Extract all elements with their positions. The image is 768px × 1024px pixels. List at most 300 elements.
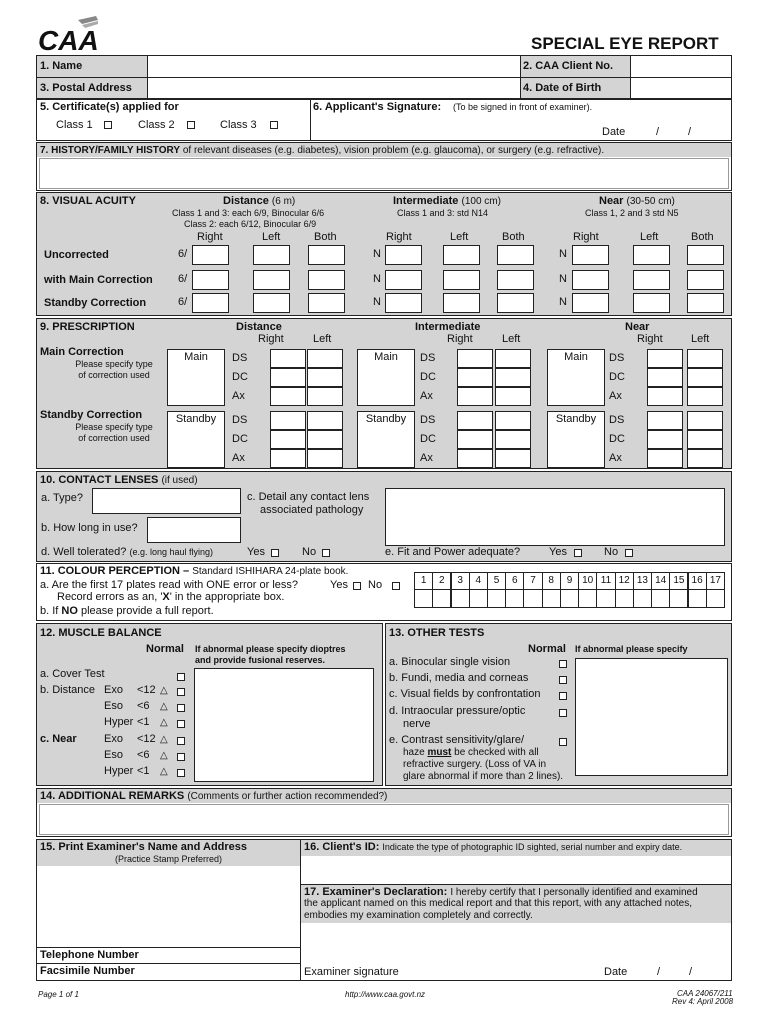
- examiner-name-note: (Practice Stamp Preferred): [114, 854, 223, 864]
- mb-abnormal-note-1: If abnormal please specify dioptres: [195, 644, 346, 654]
- binocular-label: a. Binocular single vision: [389, 656, 511, 668]
- certificate-label: 5. Certificate(s) applied for: [40, 101, 179, 113]
- section-muscle-balance: [36, 623, 383, 786]
- row-uncorrected: Uncorrected: [44, 249, 109, 261]
- section-history: [36, 142, 732, 191]
- contrast-label-3: refractive surgery. (Loss of VA in: [403, 759, 547, 770]
- near-exo-label: Exo: [104, 733, 123, 745]
- acuity-r2-g3-both-field[interactable]: [687, 270, 724, 290]
- visual-acuity-label: 8. VISUAL ACUITY: [40, 195, 136, 207]
- client-id-heading: 16. Client's ID: Indicate the type of photographic ID sighted, serial number and expiry date.: [304, 841, 683, 853]
- examiner-address-field[interactable]: [38, 867, 299, 946]
- rx-main-box-label: Main: [564, 351, 588, 363]
- rx-main-box-label: Main: [184, 351, 208, 363]
- class1-checkbox[interactable]: [104, 121, 112, 129]
- plate-14-error-field[interactable]: [651, 589, 670, 608]
- acuity-r3-g1-both-field[interactable]: [308, 293, 345, 313]
- rx-main-g1-right-field[interactable]: [270, 349, 306, 368]
- acuity-r3-g2-right-field[interactable]: [385, 293, 422, 313]
- acuity-r2-g1-left-field[interactable]: [253, 270, 290, 290]
- rx-col-right: Right: [637, 333, 663, 345]
- acuity-r3-g3-both-field[interactable]: [687, 293, 724, 313]
- rx-col-right: Right: [447, 333, 473, 345]
- rx-main-box-label: Main: [374, 351, 398, 363]
- date-separator: /: [656, 126, 660, 138]
- contrast-checkbox[interactable]: [559, 738, 567, 746]
- rx-standby-g3-right-field[interactable]: [647, 449, 683, 468]
- plate-11-error-field[interactable]: [596, 589, 615, 608]
- distance-heading: Distance (6 m): [223, 195, 296, 207]
- dist-exo-label: Exo: [104, 684, 123, 696]
- rx-row-label: Ax: [232, 452, 245, 464]
- rx-standby-box-label: Standby: [175, 413, 217, 425]
- rx-main-type-field[interactable]: [357, 349, 415, 406]
- rx-main-g3-right-field[interactable]: [647, 349, 683, 368]
- near-eso-value: <6: [137, 749, 150, 761]
- rx-main-g1-right-field[interactable]: [270, 387, 306, 406]
- remarks-field[interactable]: [39, 804, 729, 835]
- acuity-r2-g1-right-field[interactable]: [192, 270, 229, 290]
- lens-pathology-label-1: c. Detail any contact lens: [247, 491, 370, 503]
- name-label: 1. Name: [40, 60, 83, 72]
- acuity-r3-g1-right-field[interactable]: [192, 293, 229, 313]
- acuity-prefix: 6/: [178, 248, 188, 260]
- rx-standby-g3-right-field[interactable]: [647, 411, 683, 430]
- acuity-r3-g3-left-field[interactable]: [633, 293, 670, 313]
- client-id-field[interactable]: [301, 857, 731, 883]
- plate-number: 3: [451, 572, 470, 590]
- plate-number: 16: [688, 572, 707, 590]
- plate-number: 13: [633, 572, 652, 590]
- acuity-r3-g2-both-field[interactable]: [497, 293, 534, 313]
- acuity-prefix: N: [373, 248, 381, 260]
- near-eso-checkbox[interactable]: [177, 753, 185, 761]
- plate-9-error-field[interactable]: [560, 589, 579, 608]
- standby-specify-2: of correction used: [78, 433, 150, 443]
- triangle-icon: △: [160, 717, 168, 728]
- rx-main-g1-left-field[interactable]: [307, 368, 343, 387]
- lens-type-label: a. Type?: [41, 492, 83, 504]
- rx-row-label: Ax: [420, 452, 433, 464]
- signature-field[interactable]: [313, 114, 593, 138]
- cover-test-label: a. Cover Test: [40, 668, 105, 680]
- plate-3-error-field[interactable]: [451, 589, 470, 608]
- rx-main-g3-left-field[interactable]: [687, 368, 723, 387]
- iop-label-2: nerve: [403, 718, 431, 730]
- plate-number: 7: [523, 572, 542, 590]
- rx-col-left: Left: [313, 333, 332, 345]
- rx-main-g2-left-field[interactable]: [495, 387, 531, 406]
- near-hyper-value: <1: [137, 765, 150, 777]
- history-note: of relevant diseases (e.g. diabetes), vision problem (e.g. glaucoma), or surgery (e.g. refractive).: [182, 145, 605, 156]
- rx-intermediate-heading: Intermediate: [415, 321, 481, 333]
- other-tests-label: 13. OTHER TESTS: [389, 627, 485, 639]
- rx-row-label: Ax: [232, 390, 245, 402]
- tolerated-no-label: No: [302, 546, 317, 558]
- rx-standby-box-label: Standby: [555, 413, 597, 425]
- examiner-signature-field[interactable]: [301, 925, 591, 965]
- rx-row-label: DS: [420, 414, 436, 426]
- acuity-r1-g3-right-field[interactable]: [572, 245, 609, 265]
- client-no-field[interactable]: [632, 57, 730, 76]
- rx-near-heading: Near: [625, 321, 650, 333]
- plate-12-error-field[interactable]: [615, 589, 634, 608]
- dist-hyper-checkbox[interactable]: [177, 720, 185, 728]
- rx-main-g3-left-field[interactable]: [687, 349, 723, 368]
- col-left: Left: [262, 231, 281, 243]
- rx-row-label: DC: [609, 371, 625, 383]
- col-right: Right: [573, 231, 599, 243]
- rx-standby-g1-right-field[interactable]: [270, 430, 306, 449]
- rx-row-label: DC: [420, 433, 436, 445]
- acuity-r2-g2-both-field[interactable]: [497, 270, 534, 290]
- history-field[interactable]: [39, 158, 729, 189]
- section-other-tests: [385, 623, 732, 786]
- rx-distance-heading: Distance: [236, 321, 282, 333]
- signature-note: (To be signed in front of examiner).: [453, 102, 593, 112]
- fit-yes-checkbox[interactable]: [574, 549, 582, 557]
- rx-standby-g3-right-field[interactable]: [647, 430, 683, 449]
- triangle-icon: △: [160, 685, 168, 696]
- colour-no-label: No: [368, 579, 383, 591]
- date-separator: /: [688, 126, 692, 138]
- rx-main-g1-left-field[interactable]: [307, 387, 343, 406]
- facsimile-label: Facsimile Number: [40, 965, 135, 977]
- footer-code: CAA 24067/211: [677, 989, 733, 998]
- acuity-r2-g3-right-field[interactable]: [572, 270, 609, 290]
- plate-number: 10: [578, 572, 597, 590]
- colour-no-checkbox[interactable]: [392, 582, 400, 590]
- rx-main-g2-left-field[interactable]: [495, 349, 531, 368]
- muscle-balance-label: 12. MUSCLE BALANCE: [40, 627, 162, 639]
- plate-number: 14: [651, 572, 670, 590]
- dist-exo-checkbox[interactable]: [177, 688, 185, 696]
- acuity-r1-g3-left-field[interactable]: [633, 245, 670, 265]
- rx-standby-g1-right-field[interactable]: [270, 411, 306, 430]
- rx-row-label: Ax: [609, 452, 622, 464]
- fundi-label: b. Fundi, media and corneas: [389, 672, 529, 684]
- section-colour-perception: [36, 563, 732, 621]
- tolerated-no-checkbox[interactable]: [322, 549, 330, 557]
- rx-main-type-field[interactable]: [167, 349, 225, 406]
- acuity-r1-g2-left-field[interactable]: [443, 245, 480, 265]
- acuity-prefix: N: [373, 296, 381, 308]
- svg-text:CAA: CAA: [38, 25, 99, 52]
- fit-no-checkbox[interactable]: [625, 549, 633, 557]
- colour-question-b: b. If NO please provide a full report.: [40, 605, 214, 617]
- rx-standby-g1-right-field[interactable]: [270, 449, 306, 468]
- postal-address-label: 3. Postal Address: [40, 82, 132, 94]
- section-contact-lenses: [36, 471, 732, 562]
- client-no-label: 2. CAA Client No.: [523, 60, 614, 72]
- rx-main-g1-right-field[interactable]: [270, 368, 306, 387]
- rx-col-left: Left: [691, 333, 710, 345]
- rx-standby-g2-right-field[interactable]: [457, 449, 493, 468]
- acuity-prefix: N: [373, 273, 381, 285]
- acuity-r1-g1-left-field[interactable]: [253, 245, 290, 265]
- rx-standby-type-field[interactable]: [547, 411, 605, 468]
- distance-note-1: Class 1 and 3: each 6/9, Binocular 6/6: [172, 208, 325, 218]
- rx-row-label: DS: [232, 414, 248, 426]
- ot-normal-header: Normal: [528, 643, 566, 655]
- page-title: SPECIAL EYE REPORT: [531, 34, 719, 53]
- standby-specify-1: Please specify type: [75, 422, 153, 432]
- rx-standby-g3-left-field[interactable]: [687, 430, 723, 449]
- plate-10-error-field[interactable]: [578, 589, 597, 608]
- rx-row-label: Ax: [420, 390, 433, 402]
- declaration-line-1: 17. Examiner's Declaration: I hereby certify that I personally identified and examined: [304, 886, 698, 898]
- dob-field[interactable]: [632, 79, 730, 97]
- section-certificate-signature: [36, 99, 732, 141]
- plate-number: 1: [414, 572, 433, 590]
- rx-standby-box-label: Standby: [365, 413, 407, 425]
- mb-abnormal-note-2: and provide fusional reserves.: [195, 655, 326, 665]
- rx-row-label: DS: [420, 352, 436, 364]
- rx-standby-g1-left-field[interactable]: [307, 430, 343, 449]
- col-both: Both: [314, 231, 337, 243]
- col-left: Left: [640, 231, 659, 243]
- examiner-date-label: Date: [604, 966, 628, 978]
- rx-row-label: Ax: [609, 390, 622, 402]
- rx-row-label: DC: [232, 371, 248, 383]
- rx-main-g2-right-field[interactable]: [457, 387, 493, 406]
- cover-test-checkbox[interactable]: [177, 673, 185, 681]
- rx-main-type-field[interactable]: [547, 349, 605, 406]
- rx-row-label: DC: [609, 433, 625, 445]
- rx-standby-g2-left-field[interactable]: [495, 449, 531, 468]
- plate-number: 17: [706, 572, 725, 590]
- ishihara-plates-grid: [414, 572, 724, 608]
- rx-standby-g3-left-field[interactable]: [687, 449, 723, 468]
- acuity-prefix: N: [559, 296, 567, 308]
- rx-col-left: Left: [502, 333, 521, 345]
- rx-main-g3-left-field[interactable]: [687, 387, 723, 406]
- near-eso-label: Eso: [104, 749, 123, 761]
- class2-checkbox[interactable]: [187, 121, 195, 129]
- plate-8-error-field[interactable]: [542, 589, 561, 608]
- acuity-r2-g1-both-field[interactable]: [308, 270, 345, 290]
- mb-normal-header: Normal: [146, 643, 184, 655]
- footer-url[interactable]: http://www.caa.govt.nz: [345, 990, 426, 999]
- acuity-r2-g2-right-field[interactable]: [385, 270, 422, 290]
- plate-number: 9: [560, 572, 579, 590]
- standby-correction-label: Standby Correction: [40, 409, 143, 421]
- main-specify-1: Please specify type: [75, 359, 153, 369]
- near-exo-value: <12: [137, 733, 156, 745]
- history-label: 7. HISTORY/FAMILY HISTORY: [40, 145, 181, 156]
- rx-standby-g2-right-field[interactable]: [457, 411, 493, 430]
- acuity-r1-g2-right-field[interactable]: [385, 245, 422, 265]
- plate-16-error-field[interactable]: [688, 589, 707, 608]
- plate-number: 5: [487, 572, 506, 590]
- contrast-label-4: glare abnormal if more than 2 lines).: [403, 771, 564, 782]
- postal-address-field[interactable]: [149, 79, 518, 97]
- section-prescription: [36, 318, 732, 469]
- iop-checkbox[interactable]: [559, 709, 567, 717]
- acuity-prefix: 6/: [178, 273, 188, 285]
- intermediate-heading: Intermediate (100 cm): [393, 195, 501, 207]
- well-tolerated-label: d. Well tolerated? (e.g. long haul flying): [41, 546, 214, 558]
- near-exo-checkbox[interactable]: [177, 737, 185, 745]
- acuity-prefix: 6/: [178, 296, 188, 308]
- acuity-r3-g1-left-field[interactable]: [253, 293, 290, 313]
- col-both: Both: [502, 231, 525, 243]
- rx-main-g2-right-field[interactable]: [457, 368, 493, 387]
- colour-yes-label: Yes: [330, 579, 348, 591]
- lens-duration-field[interactable]: [147, 517, 241, 543]
- section-visual-acuity: [36, 192, 732, 316]
- rx-main-g1-left-field[interactable]: [307, 349, 343, 368]
- rx-standby-g1-left-field[interactable]: [307, 449, 343, 468]
- acuity-prefix: N: [559, 273, 567, 285]
- rx-standby-g3-left-field[interactable]: [687, 411, 723, 430]
- dist-eso-checkbox[interactable]: [177, 704, 185, 712]
- binocular-checkbox[interactable]: [559, 660, 567, 668]
- tolerated-yes-checkbox[interactable]: [271, 549, 279, 557]
- signature-date-label: Date: [602, 126, 626, 138]
- plate-15-error-field[interactable]: [669, 589, 688, 608]
- footer-page: Page 1 of 1: [38, 990, 79, 999]
- col-both: Both: [691, 231, 714, 243]
- dob-label: 4. Date of Birth: [523, 82, 602, 94]
- acuity-r1-g1-right-field[interactable]: [192, 245, 229, 265]
- visual-fields-label: c. Visual fields by confrontation: [389, 688, 541, 700]
- mb-abnormal-field[interactable]: [194, 668, 374, 782]
- iop-label-1: d. Intraocular pressure/optic: [389, 705, 526, 717]
- near-hyper-checkbox[interactable]: [177, 769, 185, 777]
- acuity-prefix: N: [559, 248, 567, 260]
- row-standby-correction: Standby Correction: [44, 297, 147, 309]
- fit-yes-label: Yes: [549, 546, 567, 558]
- rx-row-label: DS: [232, 352, 248, 364]
- triangle-icon: △: [160, 766, 168, 777]
- plate-13-error-field[interactable]: [633, 589, 652, 608]
- acuity-r2-g3-left-field[interactable]: [633, 270, 670, 290]
- plate-4-error-field[interactable]: [469, 589, 488, 608]
- rx-row-label: DC: [232, 433, 248, 445]
- rx-standby-g2-right-field[interactable]: [457, 430, 493, 449]
- examiner-signature-label: Examiner signature: [304, 966, 399, 978]
- col-right: Right: [197, 231, 223, 243]
- plate-number: 4: [469, 572, 488, 590]
- distance-note-2: Class 2: each 6/12, Binocular 6/9: [184, 219, 317, 229]
- main-specify-2: of correction used: [78, 370, 150, 380]
- acuity-r1-g2-both-field[interactable]: [497, 245, 534, 265]
- rx-standby-g1-left-field[interactable]: [307, 411, 343, 430]
- history-heading: [40, 145, 604, 156]
- prescription-label: 9. PRESCRIPTION: [40, 321, 135, 333]
- distance-label: b. Distance: [40, 684, 96, 696]
- contrast-label-1: e. Contrast sensitivity/glare/: [389, 734, 525, 746]
- dist-hyper-label: Hyper: [104, 716, 134, 728]
- dist-eso-label: Eso: [104, 700, 123, 712]
- main-correction-label: Main Correction: [40, 346, 124, 358]
- colour-record-note: Record errors as an, 'X' in the appropriate box.: [57, 591, 285, 603]
- signature-label: 6. Applicant's Signature:: [313, 101, 442, 113]
- lens-pathology-label-2: associated pathology: [260, 504, 364, 516]
- name-field[interactable]: [149, 57, 518, 76]
- rx-standby-g2-left-field[interactable]: [495, 430, 531, 449]
- plate-17-error-field[interactable]: [706, 589, 725, 608]
- acuity-r1-g3-both-field[interactable]: [687, 245, 724, 265]
- row-main-correction: with Main Correction: [44, 274, 153, 286]
- declaration-line-2: the applicant named on this medical report and that this report, with any attached notes,: [304, 898, 693, 909]
- colour-question-a: a. Are the first 17 plates read with ONE error or less?: [40, 579, 299, 591]
- dist-exo-value: <12: [137, 684, 156, 696]
- intermediate-note: Class 1 and 3: std N14: [397, 208, 489, 218]
- rx-row-label: DC: [420, 371, 436, 383]
- plate-1-error-field[interactable]: [414, 589, 433, 608]
- rx-standby-g2-left-field[interactable]: [495, 411, 531, 430]
- near-note: Class 1, 2 and 3 std N5: [585, 208, 679, 218]
- contrast-label-2: haze must be checked with all: [403, 747, 539, 758]
- plate-number: 12: [615, 572, 634, 590]
- lens-type-field[interactable]: [92, 488, 241, 514]
- fit-no-label: No: [604, 546, 619, 558]
- rx-col-right: Right: [258, 333, 284, 345]
- colour-heading: 11. COLOUR PERCEPTION – Standard ISHIHARA 24-plate book.: [40, 565, 349, 577]
- near-heading: Near (30-50 cm): [599, 195, 675, 207]
- rx-standby-type-field[interactable]: [167, 411, 225, 468]
- class1-label: Class 1: [56, 119, 93, 131]
- plate-6-error-field[interactable]: [505, 589, 524, 608]
- footer-rev: Rev 4: April 2008: [672, 997, 734, 1006]
- section-additional-remarks: [36, 788, 732, 837]
- lens-pathology-field[interactable]: [385, 488, 725, 546]
- lens-duration-label: b. How long in use?: [41, 522, 138, 534]
- section-identity: [36, 55, 732, 99]
- dist-eso-value: <6: [137, 700, 150, 712]
- acuity-r3-g3-right-field[interactable]: [572, 293, 609, 313]
- rx-row-label: DS: [609, 352, 625, 364]
- class3-label: Class 3: [220, 119, 257, 131]
- triangle-icon: △: [160, 750, 168, 761]
- fundi-checkbox[interactable]: [559, 676, 567, 684]
- acuity-r1-g1-both-field[interactable]: [308, 245, 345, 265]
- col-left: Left: [450, 231, 469, 243]
- declaration-line-3: embodies my examination completely and correctly.: [304, 910, 533, 921]
- rx-main-g3-right-field[interactable]: [647, 387, 683, 406]
- near-hyper-label: Hyper: [104, 765, 134, 777]
- plate-5-error-field[interactable]: [487, 589, 506, 608]
- plate-number: 15: [669, 572, 688, 590]
- col-right: Right: [386, 231, 412, 243]
- ot-abnormal-note: If abnormal please specify: [575, 644, 688, 654]
- plate-number: 8: [542, 572, 561, 590]
- class3-checkbox[interactable]: [270, 121, 278, 129]
- rx-row-label: DS: [609, 414, 625, 426]
- examiner-name-label: 15. Print Examiner's Name and Address: [40, 841, 248, 853]
- visual-fields-checkbox[interactable]: [559, 692, 567, 700]
- caa-logo: [38, 14, 100, 52]
- rx-main-g2-left-field[interactable]: [495, 368, 531, 387]
- plate-7-error-field[interactable]: [523, 589, 542, 608]
- plate-2-error-field[interactable]: [432, 589, 451, 608]
- acuity-r3-g2-left-field[interactable]: [443, 293, 480, 313]
- colour-yes-checkbox[interactable]: [353, 582, 361, 590]
- plate-number: 6: [505, 572, 524, 590]
- rx-main-g2-right-field[interactable]: [457, 349, 493, 368]
- contact-lenses-heading: 10. CONTACT LENSES (if used): [40, 474, 198, 486]
- rx-standby-type-field[interactable]: [357, 411, 415, 468]
- ot-abnormal-field[interactable]: [575, 658, 728, 776]
- acuity-r2-g2-left-field[interactable]: [443, 270, 480, 290]
- section-examiner: [36, 839, 732, 981]
- telephone-label: Telephone Number: [40, 949, 139, 961]
- date-separator: /: [657, 966, 661, 978]
- fit-power-label: e. Fit and Power adequate?: [385, 546, 521, 558]
- rx-main-g3-right-field[interactable]: [647, 368, 683, 387]
